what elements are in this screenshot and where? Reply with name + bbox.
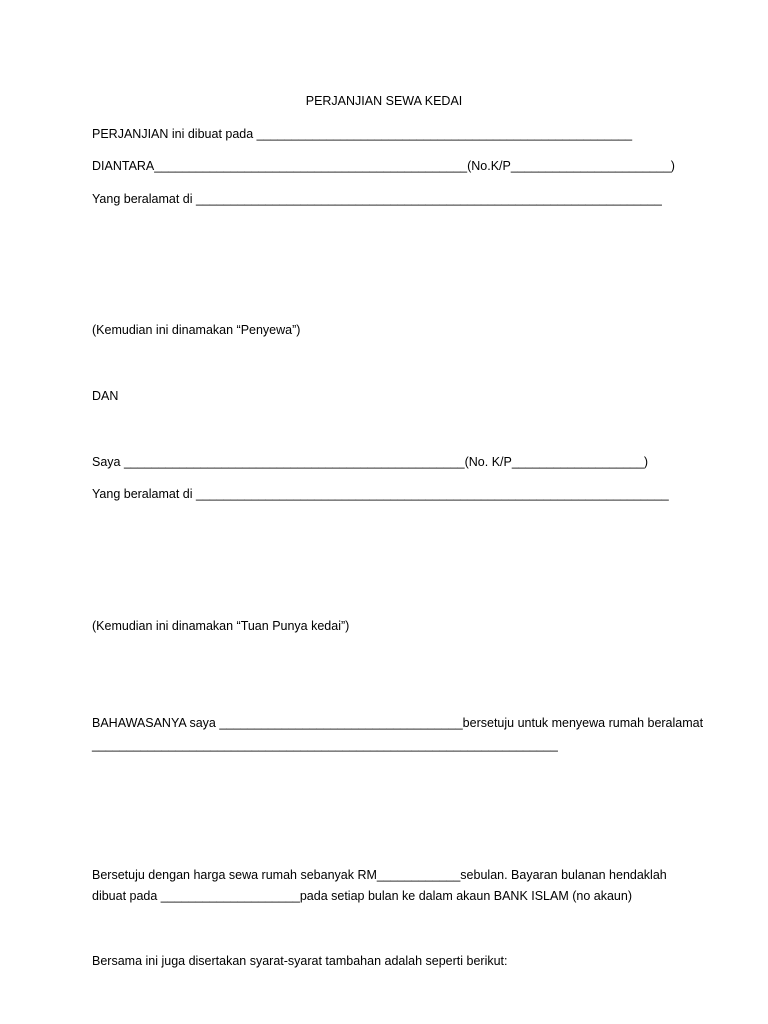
payment-date-clause: dibuat pada ____________________pada setiap bulan ke dalam akaun BANK ISLAM (no akaun) [92, 889, 632, 903]
rent-amount-clause: Bersetuju dengan harga sewa rumah sebanyak RM____________sebulan. Bayaran bulanan hendaklah [92, 868, 667, 882]
tenant-name-line: DIANTARA_____________________________________________(No.K/P_______________________) [92, 159, 675, 173]
agreement-date-line: PERJANJIAN ini dibuat pada ______________________________________________________ [92, 127, 633, 141]
owner-designation: (Kemudian ini dinamakan “Tuan Punya kedai”) [92, 619, 350, 633]
owner-name-line: Saya _________________________________________________(No. K/P___________________) [92, 455, 649, 469]
tenant-designation: (Kemudian ini dinamakan “Penyewa”) [92, 323, 301, 337]
and-separator: DAN [92, 389, 119, 403]
additional-terms-heading: Bersama ini juga disertakan syarat-syarat tambahan adalah seperti berikut: [92, 954, 508, 968]
whereas-clause: BAHAWASANYA saya ___________________________________bersetuju untuk menyewa rumah beralamat [92, 716, 704, 730]
tenant-address-line: Yang beralamat di ___________________________________________________________________ [92, 192, 662, 206]
rental-address-blank: ___________________________________________________________________ [92, 738, 558, 752]
owner-address-line: Yang beralamat di ____________________________________________________________________ [92, 487, 669, 501]
document-title: PERJANJIAN SEWA KEDAI [305, 94, 463, 108]
